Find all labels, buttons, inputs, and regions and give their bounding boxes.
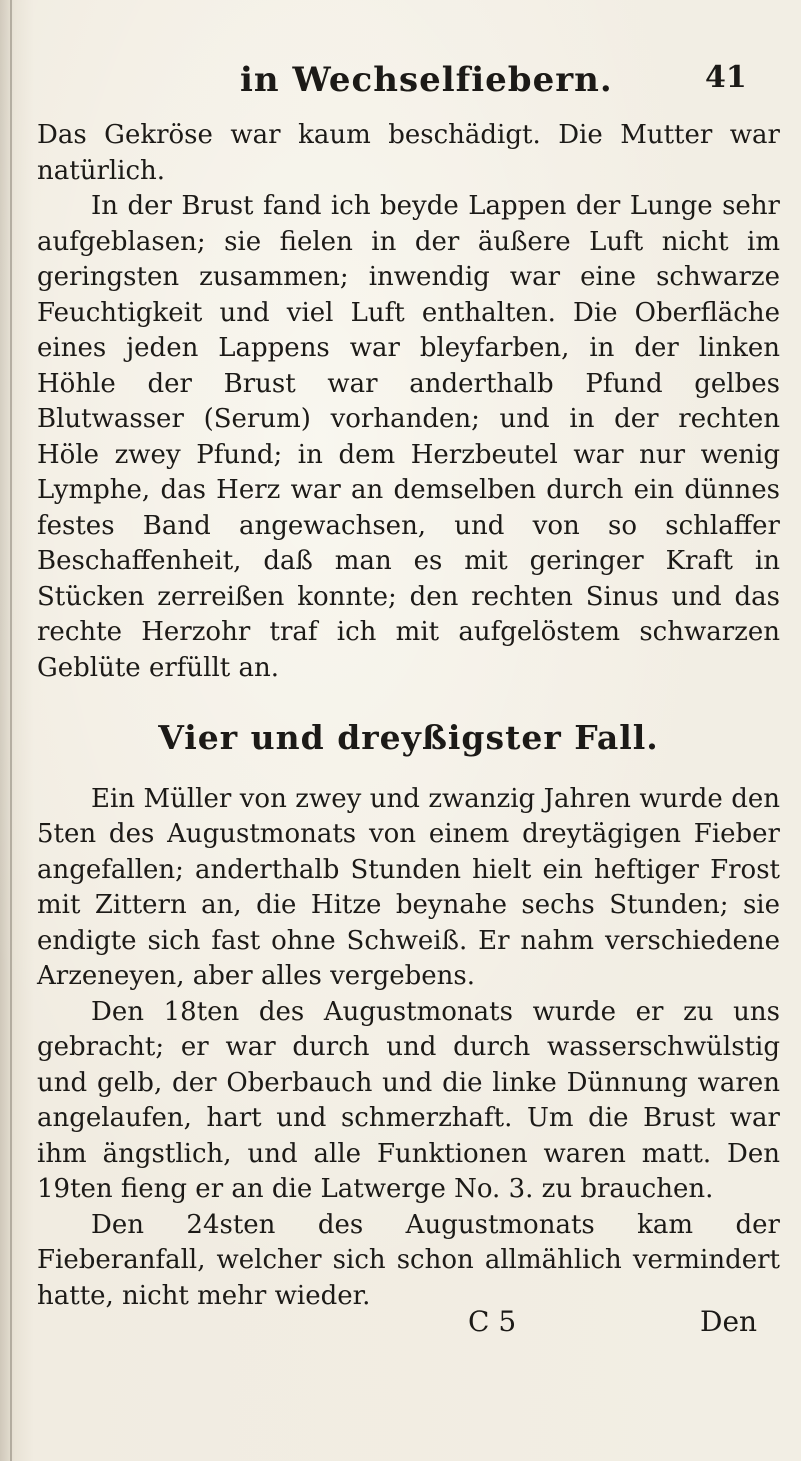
page-header (0, 60, 801, 100)
paragraph: Das Gekröse war kaum beschädigt. Die Mutter war natürlich. (37, 120, 780, 186)
signature-mark: C 5 (468, 1305, 517, 1338)
page-footer (0, 1305, 801, 1345)
running-title: in Wechselfiebern. (240, 60, 613, 100)
body-text (37, 118, 780, 1314)
paragraph: Den 18ten des Augustmonats wurde er zu uns gebracht; er war durch und durch wasserschwülstig und gelb, der Oberbauch und die linke Dünnung waren angelaufen, hart und schmerzhaft. Um die Brust war ihm ängstlich, und alle Funktionen waren matt. Den 19ten fieng er an die Latwerge No. 3. zu brauchen. (37, 996, 780, 1204)
page-gutter (10, 0, 12, 1461)
paragraph: In der Brust fand ich beyde Lappen der Lunge sehr aufgeblasen; sie fielen in der äußere Luft nicht im geringsten zusammen; inwendig war eine schwarze Feuchtigkeit und viel Luft enthalten. Die Oberfläche eines jeden Lappens war bleyfarben, in der linken Höhle der Brust war anderthalb Pfund gelbes Blutwasser (Serum) vorhanden; und in der rechten Höle zwey Pfund; in dem Herzbeutel war nur wenig Lymphe, das Herz war an demselben durch ein dünnes festes Band angewachsen, und von so schlaffer Beschaffenheit, daß man es mit geringer Kraft in Stücken zerreißen konnte; den rechten Sinus und das rechte Herzohr traf ich mit aufgelöstem schwarzen Geblüte erfüllt an. (37, 191, 780, 683)
paragraph: Den 24sten des Augustmonats kam der Fieberanfall, welcher sich schon allmählich vermindert hatte, nicht mehr wieder. (37, 1209, 780, 1311)
case-heading: Vier und dreyßigster Fall. (158, 718, 659, 757)
page-number: 41 (705, 60, 747, 95)
paragraph: Ein Müller von zwey und zwanzig Jahren wurde den 5ten des Augustmonats von einem dreytägigen Fieber angefallen; anderthalb Stunden hielt ein heftiger Frost mit Zittern an, die Hitze beynahe sechs Stunden; sie endigte sich fast ohne Schweiß. Er nahm verschiedene Arzeneyen, aber alles vergebens. (37, 783, 780, 991)
catchword: Den (700, 1305, 758, 1338)
